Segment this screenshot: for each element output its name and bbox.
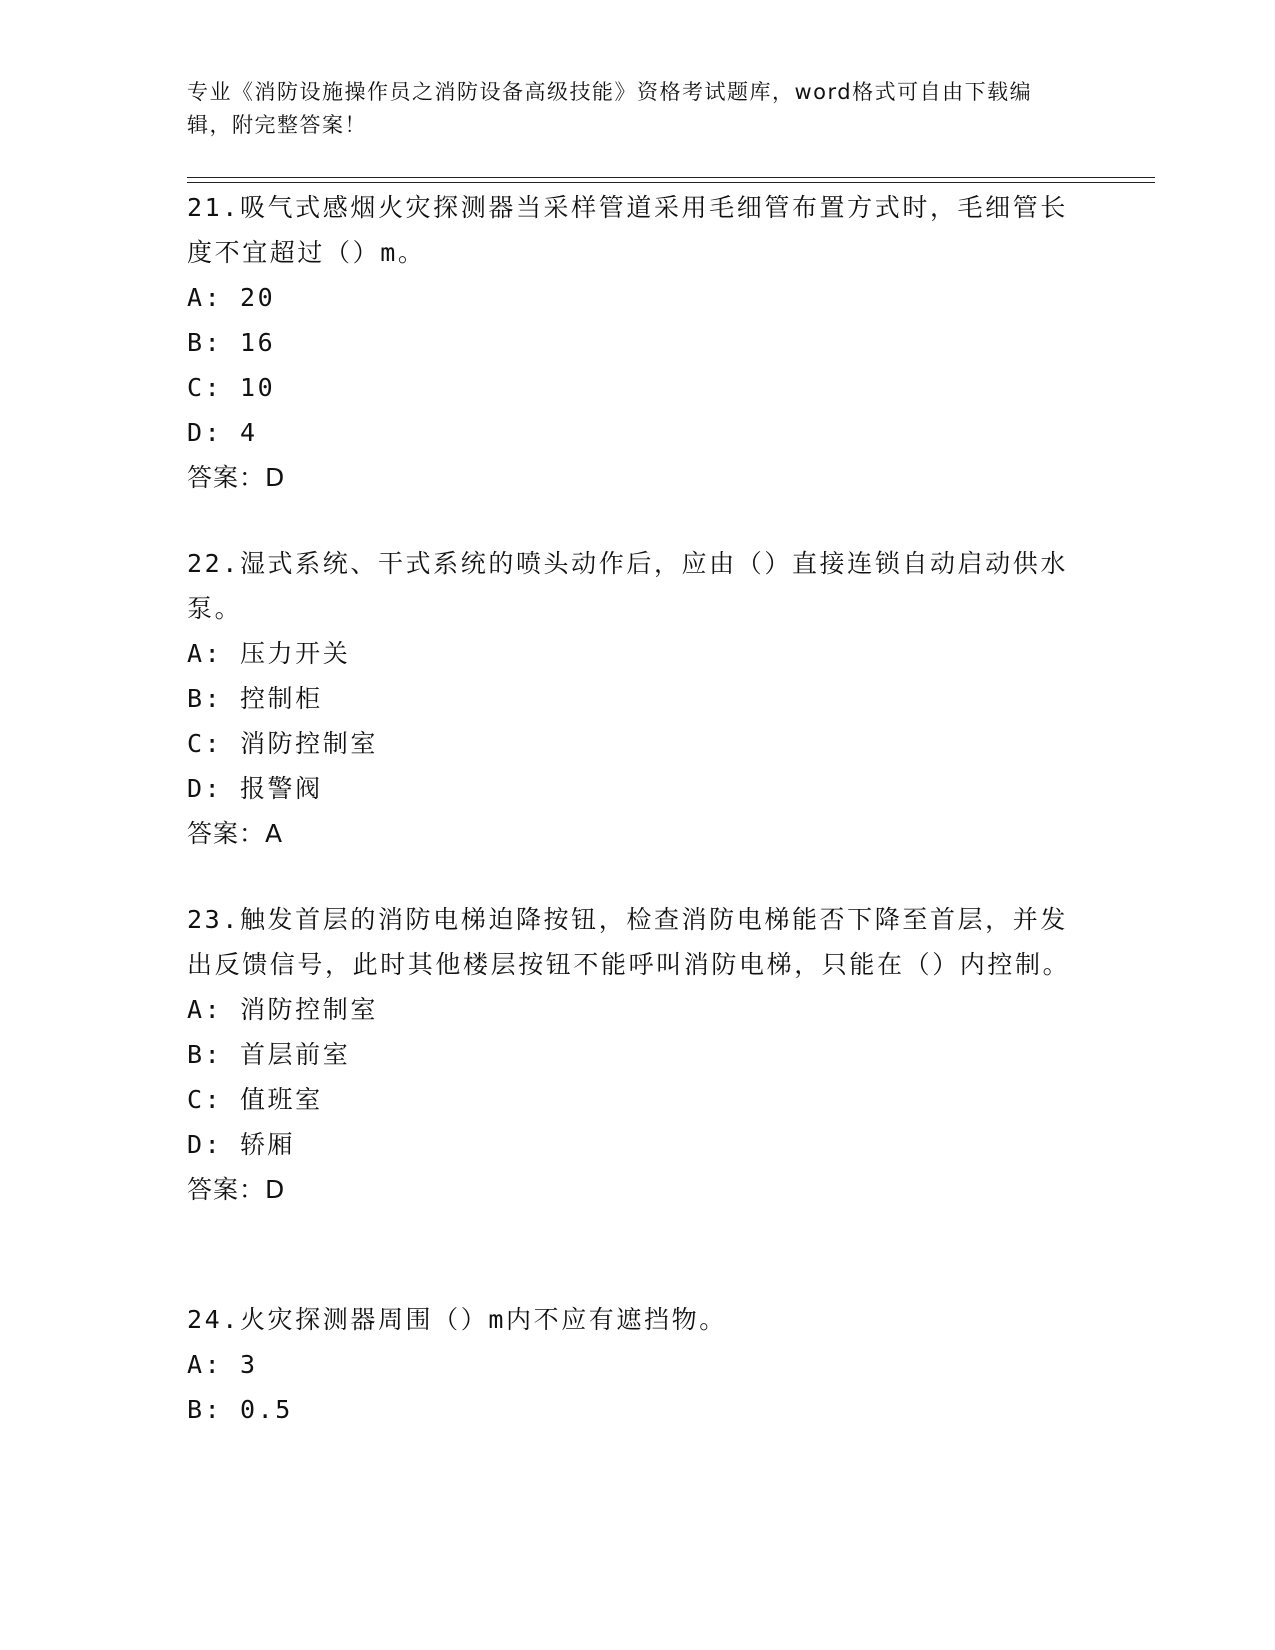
option-d: D: 4 [187,418,258,447]
question-23 [187,897,1087,1212]
question-text: 21.吸气式感烟火灾探测器当采样管道采用毛细管布置方式时，毛细管长度不宜超过（）m。 [187,193,1068,267]
option-a: A: 压力开关 [187,639,351,668]
option-a: A: 3 [187,1350,258,1379]
question-text: 22.湿式系统、干式系统的喷头动作后，应由（）直接连锁自动启动供水泵。 [187,549,1068,623]
option-d: D: 轿厢 [187,1130,296,1159]
answer-label: 答案：D [187,1175,286,1204]
header-rule-bottom [187,182,1155,183]
question-21 [187,185,1087,500]
option-a: A: 消防控制室 [187,995,378,1024]
question-22 [187,541,1087,856]
option-c: C: 值班室 [187,1085,323,1114]
option-b: B: 首层前室 [187,1040,351,1069]
question-24 [187,1297,1087,1432]
option-d: D: 报警阀 [187,774,323,803]
document-header: 专业《消防设施操作员之消防设备高级技能》资格考试题库，word格式可自由下载编辑，附完整答案！ [187,80,1033,137]
answer-label: 答案：D [187,463,286,492]
option-b: B: 0.5 [187,1395,293,1424]
option-b: B: 控制柜 [187,684,323,713]
option-a: A: 20 [187,283,276,312]
header-rule-top [187,177,1155,178]
question-text: 24.火灾探测器周围（）m内不应有遮挡物。 [187,1305,727,1334]
option-c: C: 10 [187,373,276,402]
option-c: C: 消防控制室 [187,729,378,758]
answer-label: 答案：A [187,819,284,848]
option-b: B: 16 [187,328,276,357]
question-text: 23.触发首层的消防电梯迫降按钮，检查消防电梯能否下降至首层，并发出反馈信号，此时其他楼层按钮不能呼叫消防电梯，只能在（）内控制。 [187,905,1071,979]
